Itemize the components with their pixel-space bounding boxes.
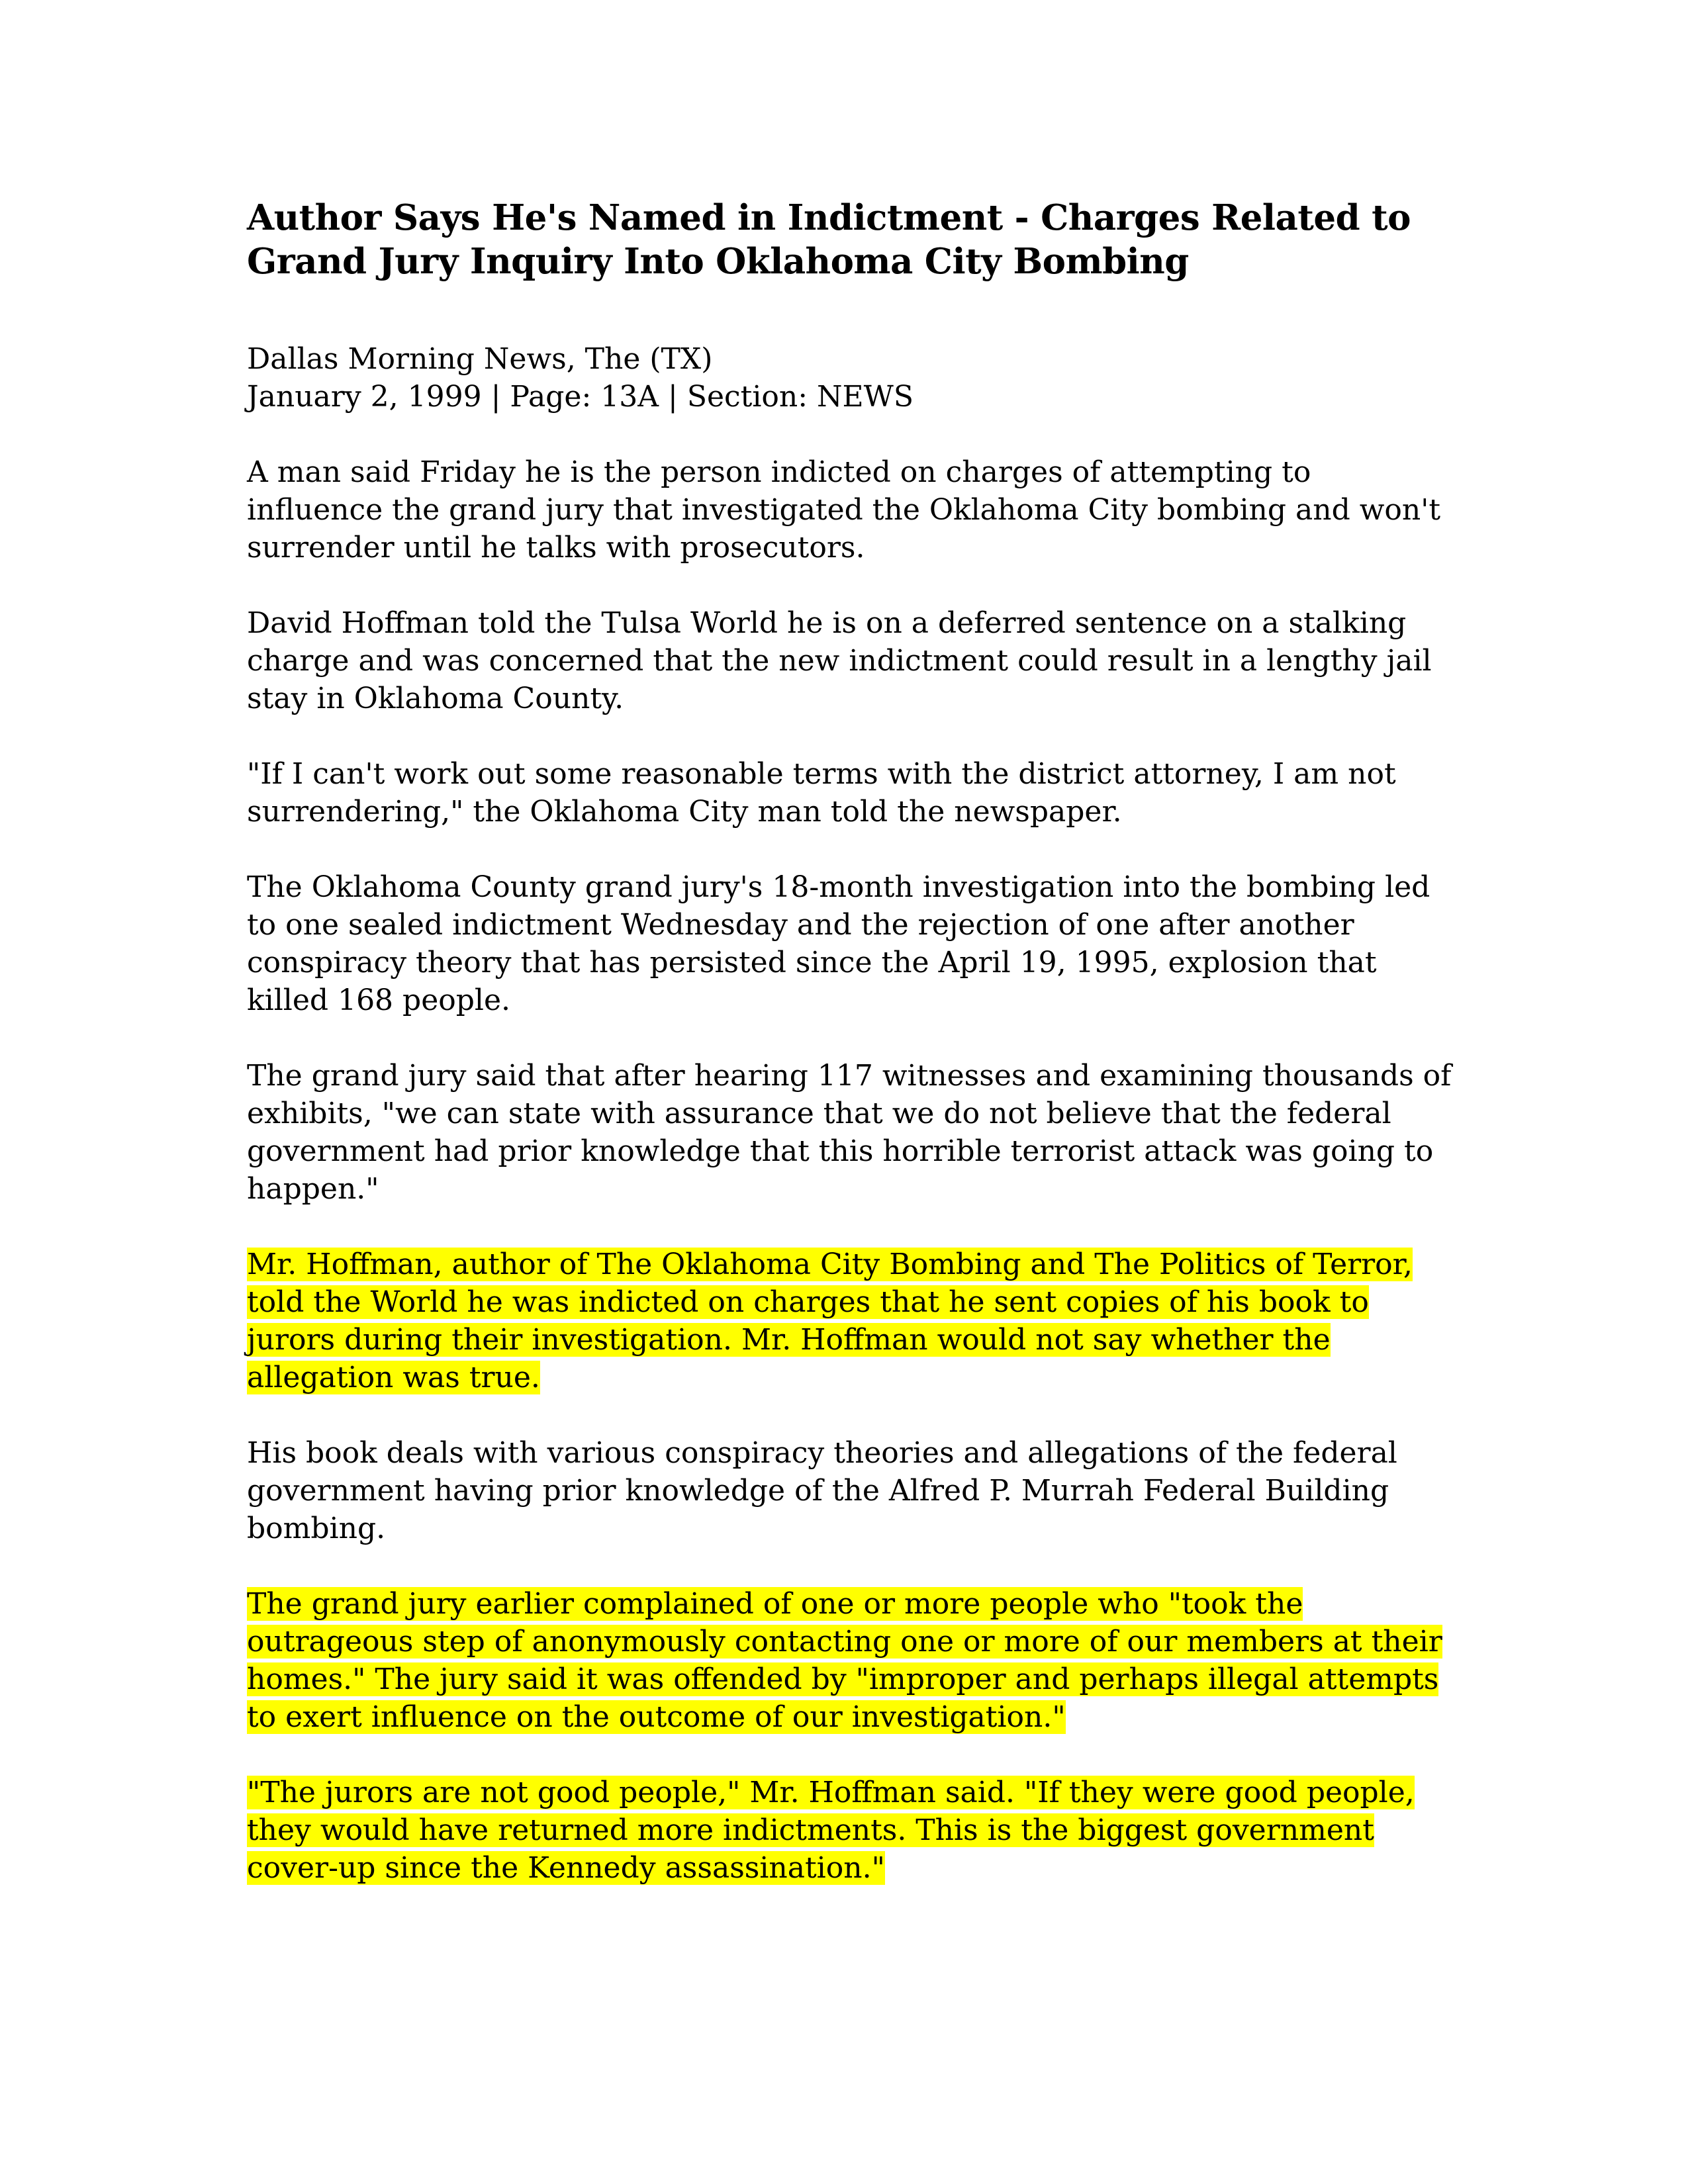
article-paragraph [247, 1057, 1452, 1208]
article [247, 196, 1452, 1887]
highlighted-text: "The jurors are not good people," Mr. Hoffman said. "If they were good people, they would have returned more indictments. This is the biggest government cover-up since the Kennedy assassination." [247, 1776, 1415, 1885]
article-paragraph-highlighted [247, 1585, 1452, 1736]
article-meta [247, 340, 1452, 416]
paragraph-text: "If I can't work out some reasonable terms with the district attorney, I am not surrendering," the Oklahoma City man told the newspaper. [247, 757, 1396, 829]
article-paragraph [247, 1434, 1452, 1547]
highlighted-text: The grand jury earlier complained of one or more people who "took the outrageous step of anonymously contacting one or more of our members at their homes." The jury said it was offended by "improper and perhaps illegal attempts to exert influence on the outcome of our investigation." [247, 1587, 1442, 1734]
article-source: Dallas Morning News, The (TX) [247, 342, 713, 376]
article-paragraph-highlighted [247, 1774, 1452, 1887]
article-paragraph [247, 868, 1452, 1019]
article-paragraph [247, 604, 1452, 717]
article-paragraph [247, 453, 1452, 567]
article-title: Author Says He's Named in Indictment - Charges Related to Grand Jury Inquiry Into Oklahoma City Bombing [247, 197, 1411, 282]
paragraph-text: The Oklahoma County grand jury's 18-month investigation into the bombing led to one sealed indictment Wednesday and the rejection of one after another conspiracy theory that has persisted since the April 19, 1995, explosion that killed 168 people. [247, 870, 1430, 1017]
paragraph-text: David Hoffman told the Tulsa World he is on a deferred sentence on a stalking charge and was concerned that the new indictment could result in a lengthy jail stay in Oklahoma County. [247, 606, 1432, 715]
paragraph-text: The grand jury said that after hearing 117 witnesses and examining thousands of exhibits, "we can state with assurance that we do not believe that the federal government had prior knowledge that this horrible terrorist attack was going to happen." [247, 1059, 1452, 1206]
paragraph-text: A man said Friday he is the person indicted on charges of attempting to influence the grand jury that investigated the Oklahoma City bombing and won't surrender until he talks with prosecutors. [247, 455, 1441, 565]
paragraph-text: His book deals with various conspiracy theories and allegations of the federal government having prior knowledge of the Alfred P. Murrah Federal Building bombing. [247, 1436, 1397, 1545]
article-paragraph-highlighted [247, 1246, 1452, 1396]
highlighted-text: Mr. Hoffman, author of The Oklahoma City Bombing and The Politics of Terror, told the World he was indicted on charges that he sent copies of his book to jurors during their investigation. Mr. Hoffman would not say whether the allegation was true. [247, 1248, 1413, 1394]
article-paragraph [247, 755, 1452, 831]
article-dateline: January 2, 1999 | Page: 13A | Section: NEWS [247, 380, 914, 414]
